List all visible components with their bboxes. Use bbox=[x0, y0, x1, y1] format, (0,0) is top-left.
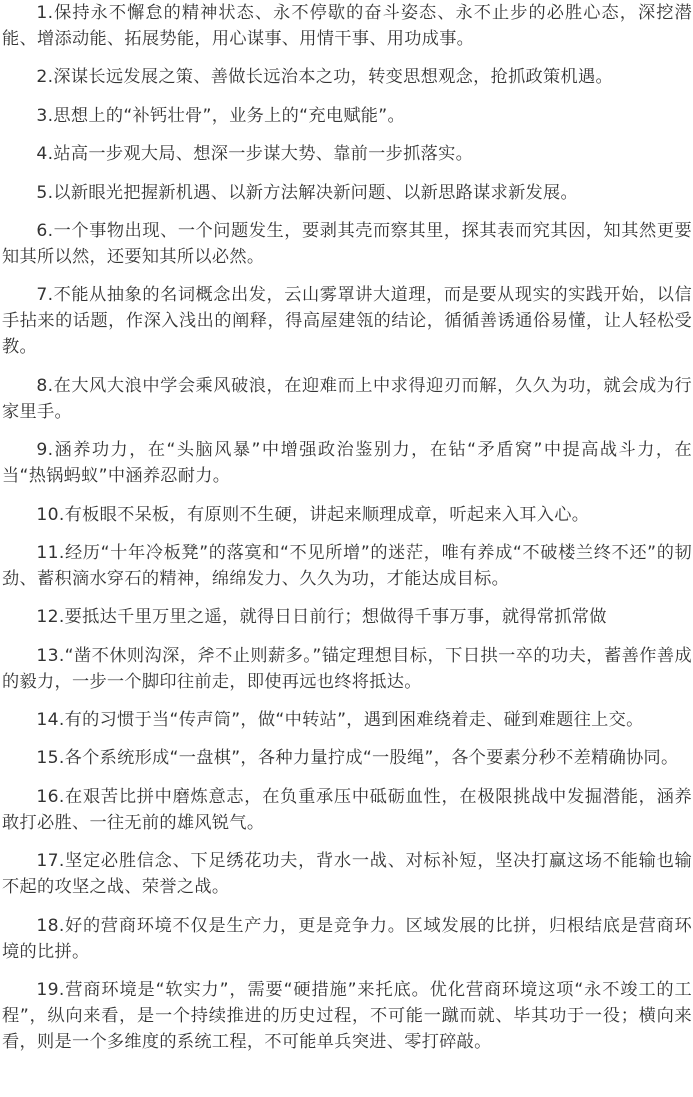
paragraph-9: 9.涵养功力，在“头脑风暴”中增强政治鉴别力，在钻“矛盾窝”中提高战斗力，在当“热锅蚂蚁”中涵养忍耐力。 bbox=[2, 440, 692, 487]
paragraph-13: 13.“凿不休则沟深，斧不止则薪多。”锚定理想目标，下日拱一卒的功夫，蓄善作善成的毅力，一步一个脚印往前走，即使再远也终将抵达。 bbox=[2, 645, 692, 692]
paragraph-18: 18.好的营商环境不仅是生产力，更是竞争力。区域发展的比拼，归根结底是营商环境的比拼。 bbox=[2, 915, 692, 962]
paragraph-7: 7.不能从抽象的名词概念出发，云山雾罩讲大道理，而是要从现实的实践开始，以信手拈来的话题，作深入浅出的阐释，得高屋建瓴的结论，循循善诱通俗易懂，让人轻松受教。 bbox=[2, 285, 692, 358]
paragraph-17: 17.坚定必胜信念、下足绣花功夫，背水一战、对标补短，坚决打赢这场不能输也输不起的攻坚之战、荣誉之战。 bbox=[2, 851, 692, 898]
paragraph-12: 12.要抵达千里万里之遥，就得日日前行；想做得千事万事，就得常抓常做 bbox=[36, 607, 607, 628]
paragraph-14: 14.有的习惯于当“传声筒”，做“中转站”，遇到困难绕着走、碰到难题往上交。 bbox=[36, 710, 644, 731]
paragraph-15: 15.各个系统形成“一盘棋”，各种力量拧成“一股绳”，各个要素分秒不差精确协同。 bbox=[36, 748, 679, 769]
paragraph-6: 6.一个事物出现、一个问题发生，要剥其壳而察其里，探其表而究其因，知其然更要知其所以然，还要知其所以必然。 bbox=[2, 220, 692, 267]
paragraph-19: 19.营商环境是“软实力”，需要“硬措施”来托底。优化营商环境这项“永不竣工的工程”，纵向来看，是一个持续推进的历史过程，不可能一蹴而就、毕其功于一役；横向来看，则是一个多维度的系统工程，不可能单兵突进、零打碎敲。 bbox=[2, 980, 692, 1053]
paragraph-3: 3.思想上的“补钙壮骨”，业务上的“充电赋能”。 bbox=[36, 105, 405, 126]
paragraph-8: 8.在大风大浪中学会乘风破浪，在迎难而上中求得迎刃而解，久久为功，就会成为行家里手。 bbox=[2, 375, 692, 422]
paragraph-2: 2.深谋长远发展之策、善做长远治本之功，转变思想观念，抢抓政策机遇。 bbox=[36, 67, 613, 88]
paragraph-10: 10.有板眼不呆板，有原则不生硬，讲起来顺理成章，听起来入耳入心。 bbox=[36, 504, 590, 525]
paragraph-11: 11.经历“十年冷板凳”的落寞和“不见所增”的迷茫，唯有养成“不破楼兰终不还”的韧劲、蓄积滴水穿石的精神，绵绵发力、久久为功，才能达成目标。 bbox=[2, 542, 692, 589]
paragraph-5: 5.以新眼光把握新机遇、以新方法解决新问题、以新思路谋求新发展。 bbox=[36, 182, 579, 203]
paragraph-1: 1.保持永不懈怠的精神状态、永不停歇的奋斗姿态、永不止步的必胜心态，深挖潜能、增添动能、拓展势能，用心谋事、用情干事、用功成事。 bbox=[2, 3, 692, 49]
paragraph-16: 16.在艰苦比拼中磨炼意志，在负重承压中砥砺血性，在极限挑战中发掘潜能，涵养敢打必胜、一往无前的雄风锐气。 bbox=[2, 786, 692, 833]
article-body bbox=[2, 0, 692, 1067]
paragraph-4: 4.站高一步观大局、想深一步谋大势、靠前一步抓落实。 bbox=[36, 144, 474, 165]
